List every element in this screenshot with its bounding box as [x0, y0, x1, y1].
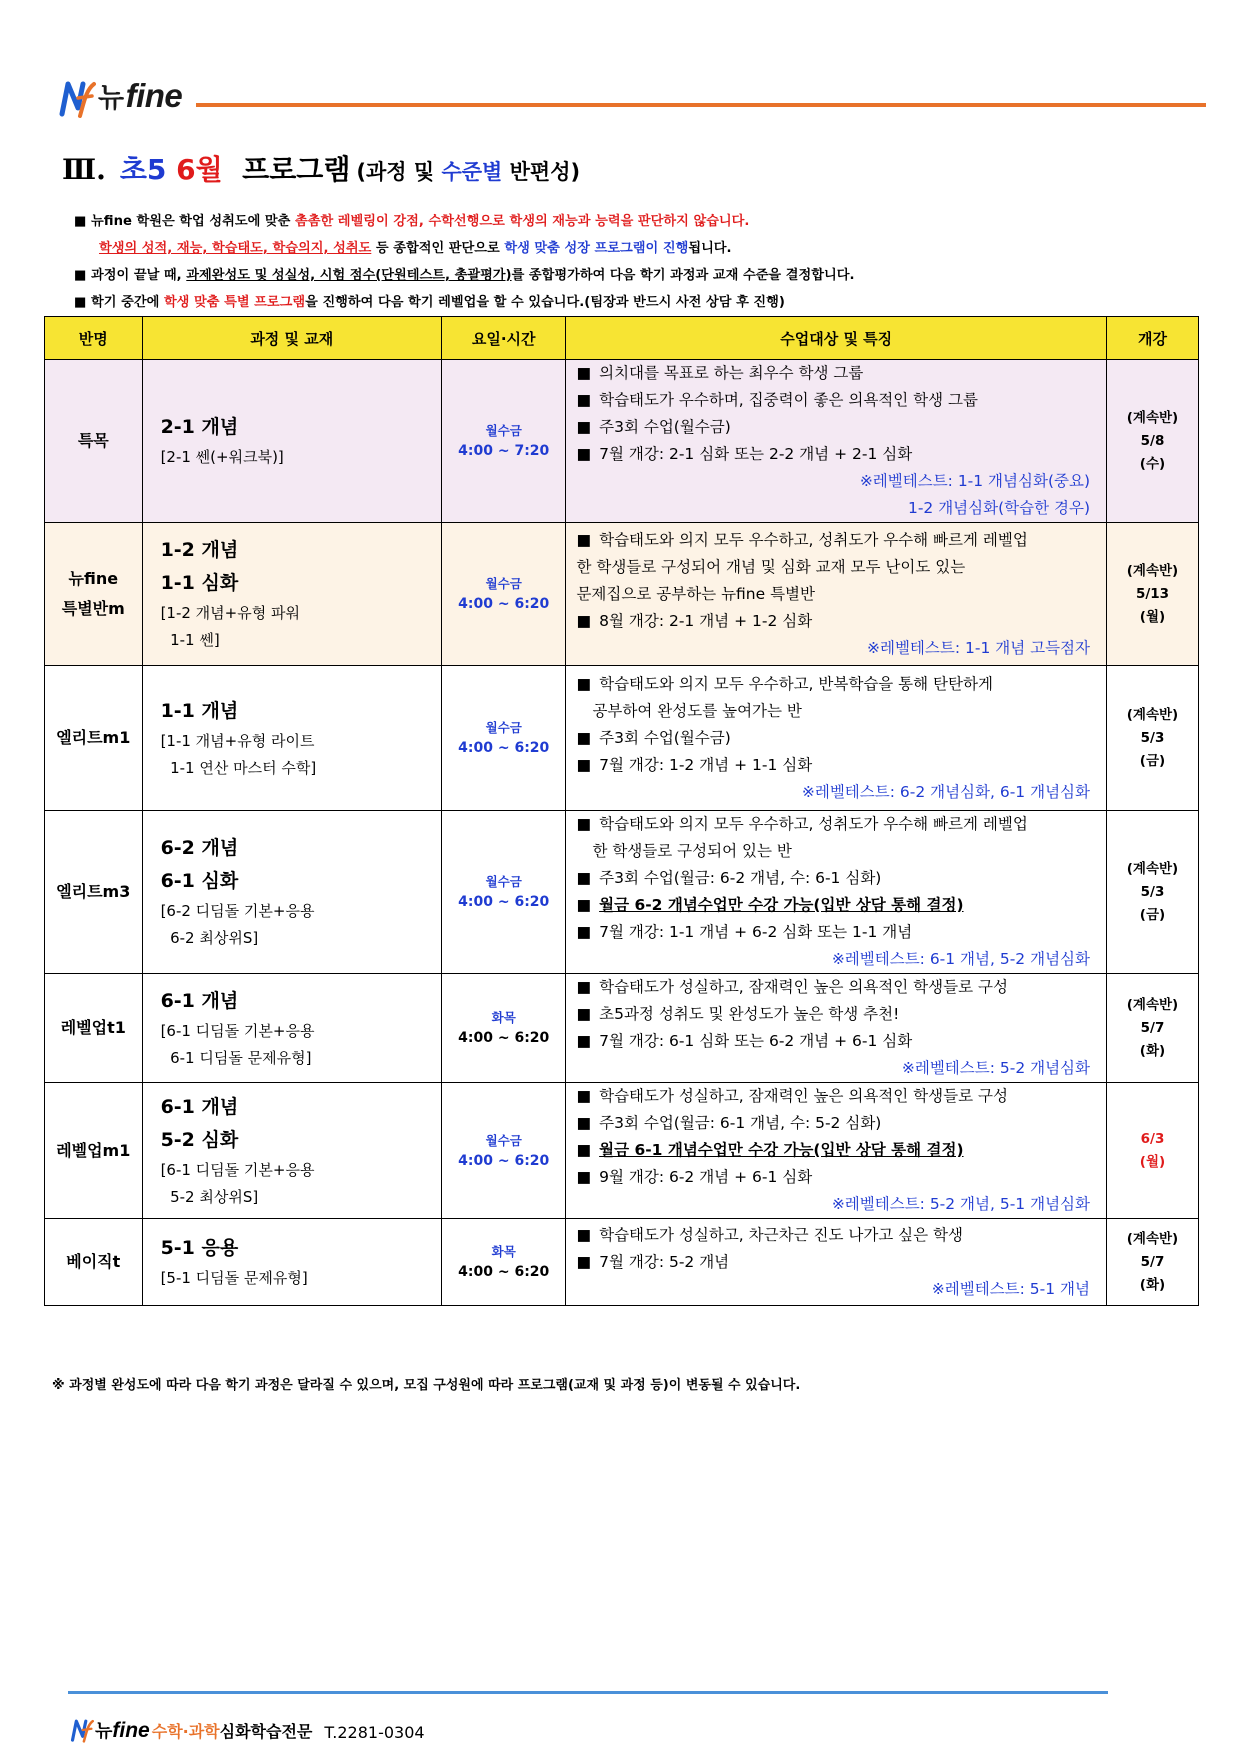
table-row [45, 360, 1199, 523]
feature-text: 학습태도가 우수하며, 집중력이 좋은 의욕적인 학생 그룹 [599, 391, 978, 409]
class-time: 4:00 ~ 7:20 [458, 443, 550, 459]
bullet-icon: ■ [576, 815, 592, 833]
textbook: 6-2 최상위S] [160, 929, 259, 947]
open-date-line: (계속반) [1126, 409, 1179, 426]
open-date-line: (계속반) [1126, 562, 1179, 579]
feature-item [576, 838, 1090, 865]
cell-features [566, 666, 1107, 811]
note-line: ■ 과정이 끝날 때, 과제완성도 및 성실성, 시험 점수(단원테스트, 총괄평가)를 종합평가하여 다음 학기 과정과 교재 수준을 결정합니다. [74, 268, 855, 283]
feature-item [576, 581, 1090, 608]
feature-item [576, 1110, 1090, 1137]
course-level: 6-1 개념 [160, 989, 239, 1012]
class-name-line: 엘리트m1 [56, 728, 131, 747]
class-name-line: 특목 [77, 431, 109, 450]
class-days: 월수금 [485, 1132, 522, 1148]
textbook: [6-1 디딤돌 기본+응용 [160, 1021, 315, 1040]
cell-schedule [441, 1219, 565, 1306]
bullet-icon: ■ [576, 755, 592, 774]
open-date-line: (화) [1139, 1042, 1166, 1059]
class-time: 4:00 ~ 6:20 [458, 1152, 550, 1169]
bullet-icon: ■ [576, 391, 592, 409]
class-days: 화목 [491, 1010, 516, 1025]
course-level: 6-1 개념 [160, 1095, 239, 1118]
class-name-line: 레벨업t1 [60, 1018, 126, 1037]
open-date-line: 5/3 [1140, 729, 1165, 746]
table-row [45, 666, 1199, 811]
footer-brand: 뉴fine [95, 1719, 150, 1742]
feature-text: 학습태도가 성실하고, 잠재력인 높은 의욕적인 학생들로 구성 [599, 1087, 1008, 1105]
feature-text: 의치대를 목표로 하는 최우수 학생 그룹 [599, 364, 864, 382]
cell-schedule [441, 974, 565, 1083]
level-test-note: ※레벨테스트: 5-1 개념 [931, 1279, 1090, 1298]
level-test-note: ※레벨테스트: 6-1 개념, 5-2 개념심화 [831, 950, 1090, 968]
course-level: 1-1 개념 [160, 699, 239, 722]
textbook: [6-1 디딤돌 기본+응용 [160, 1160, 315, 1179]
feature-text: 학습태도가 성실하고, 차근차근 진도 나가고 싶은 학생 [599, 1225, 964, 1244]
class-name-line: 뉴fine [68, 569, 119, 588]
notes-section [74, 208, 854, 316]
feature-item [576, 387, 1090, 414]
open-date-line: (금) [1139, 906, 1166, 923]
feature-item [576, 1222, 1090, 1249]
cell-class-name [45, 1083, 143, 1219]
bullet-icon: ■ [576, 530, 592, 549]
open-date-line: 5/7 [1140, 1253, 1165, 1270]
program-table [44, 316, 1199, 1306]
cell-schedule [441, 360, 565, 523]
cell-course [142, 666, 441, 811]
bullet-icon: ■ [576, 674, 592, 693]
class-time: 4:00 ~ 6:20 [458, 740, 550, 756]
footnote: ※ 과정별 완성도에 따라 다음 학기 과정은 달라질 수 있으며, 모집 구성원에 따라 프로그램(교재 및 과정 등)이 변동될 수 있습니다. [52, 1378, 801, 1393]
bullet-icon: ■ [576, 418, 592, 436]
feature-item [576, 608, 1090, 635]
level-test-note: 1-2 개념심화(학습한 경우) [907, 499, 1090, 517]
header-divider [196, 103, 1206, 107]
page-title: Ⅲ. 초5 6월 프로그램 (과정 및 수준별 반편성) [62, 153, 581, 186]
feature-item [576, 1028, 1090, 1055]
nf-logo-icon [58, 78, 96, 118]
open-date-line: 6/3 [1140, 1130, 1165, 1147]
table-row [45, 974, 1199, 1083]
feature-text: 월금 6-1 개념수업만 수강 가능(입반 상담 통해 결정) [599, 1141, 964, 1159]
feature-text: 학습태도가 성실하고, 잠재력인 높은 의욕적인 학생들로 구성 [599, 978, 1008, 996]
feature-text: 7월 개강: 6-1 심화 또는 6-2 개념 + 6-1 심화 [599, 1032, 913, 1050]
feature-text: 주3회 수업(월수금) [599, 728, 731, 747]
cell-features [566, 974, 1107, 1083]
class-days: 월수금 [485, 720, 522, 735]
feature-text: 학습태도와 의지 모두 우수하고, 성취도가 우수해 빠르게 레벨업 [599, 815, 1028, 833]
cell-course [142, 1083, 441, 1219]
feature-text: 월금 6-2 개념수업만 수강 가능(입반 상담 통해 결정) [599, 896, 964, 914]
feature-item [576, 725, 1090, 752]
feature-item [576, 1083, 1090, 1110]
feature-item [576, 1001, 1090, 1028]
textbook: [5-1 디딤돌 문제유형] [160, 1269, 308, 1287]
bullet-icon: ■ [576, 611, 592, 630]
cell-features [566, 1083, 1107, 1219]
feature-text: 7월 개강: 5-2 개념 [599, 1252, 730, 1271]
feature-text: 공부하여 완성도를 높여가는 반 [592, 701, 802, 720]
course-level: 6-1 심화 [160, 870, 239, 892]
feature-item [576, 1164, 1090, 1191]
cell-class-name [45, 360, 143, 523]
feature-item [576, 919, 1090, 946]
bullet-icon: ■ [576, 1087, 592, 1105]
feature-text: 한 학생들로 구성되어 개념 및 심화 교재 모두 난이도 있는 [576, 557, 966, 576]
level-test-note: ※레벨테스트: 1-1 개념 고득점자 [866, 638, 1090, 657]
logo-wordmark: 뉴fine [98, 77, 183, 114]
class-days: 월수금 [485, 423, 522, 438]
cell-class-name [45, 1219, 143, 1306]
feature-text: 9월 개강: 6-2 개념 + 6-1 심화 [599, 1168, 813, 1186]
cell-features [566, 360, 1107, 523]
brand-logo [58, 78, 182, 118]
note-line: ■ 뉴fine 학원은 학업 성취도에 맞춘 촘촘한 레벨링이 강점, 수학선행으로 학생의 재능과 능력을 판단하지 않습니다. [74, 214, 750, 229]
textbook: 5-2 최상위S] [160, 1187, 259, 1206]
cell-features [566, 523, 1107, 666]
bullet-icon: ■ [576, 869, 592, 887]
cell-class-name [45, 666, 143, 811]
table-row [45, 811, 1199, 974]
bullet-icon: ■ [576, 364, 592, 382]
course-level: 6-2 개념 [160, 837, 239, 859]
textbook: [2-1 쎈(+워크북)] [160, 448, 284, 466]
bullet-icon: ■ [576, 896, 592, 914]
cell-open-date [1107, 974, 1199, 1083]
bullet-icon: ■ [576, 445, 592, 463]
feature-item [576, 1137, 1090, 1164]
table-header-row [45, 317, 1199, 360]
class-name-line: 엘리트m3 [56, 882, 131, 901]
feature-text: 학습태도와 의지 모두 우수하고, 성취도가 우수해 빠르게 레벨업 [599, 530, 1028, 549]
open-date-line: 5/8 [1140, 432, 1165, 449]
course-level: 2-1 개념 [160, 416, 239, 438]
class-time: 4:00 ~ 6:20 [458, 1030, 550, 1046]
cell-class-name [45, 811, 143, 974]
open-date-line: (월) [1139, 1153, 1166, 1170]
cell-open-date [1107, 666, 1199, 811]
feature-text: 주3회 수업(월수금) [599, 418, 731, 436]
cell-open-date [1107, 360, 1199, 523]
header-course: 과정 및 교재 [142, 317, 441, 360]
level-test-note: ※레벨테스트: 1-1 개념심화(중요) [859, 472, 1090, 490]
bullet-icon: ■ [576, 1252, 592, 1271]
cell-course [142, 811, 441, 974]
class-time: 4:00 ~ 6:20 [458, 1264, 550, 1280]
class-days: 월수금 [485, 576, 522, 591]
open-date-line: (월) [1139, 608, 1166, 625]
feature-item [576, 554, 1090, 581]
feature-text: 초5과정 성취도 및 완성도가 높은 학생 추천! [599, 1005, 900, 1023]
open-date-line: (계속반) [1126, 706, 1179, 723]
note-line: 학생의 성적, 재능, 학습태도, 학습의지, 성취도 등 종합적인 판단으로 학생 맞춤 성장 프로그램이 진행됩니다. [99, 241, 732, 256]
cell-schedule [441, 666, 565, 811]
bullet-icon: ■ [576, 1005, 592, 1023]
cell-class-name [45, 974, 143, 1083]
feature-text: 문제집으로 공부하는 뉴fine 특별반 [576, 584, 816, 603]
cell-open-date [1107, 1083, 1199, 1219]
footer [70, 1717, 425, 1743]
feature-text: 학습태도와 의지 모두 우수하고, 반복학습을 통해 탄탄하게 [599, 674, 993, 693]
open-date-line: 5/13 [1135, 585, 1170, 602]
feature-text: 8월 개강: 2-1 개념 + 1-2 심화 [599, 611, 813, 630]
feature-item [576, 360, 1090, 387]
feature-item [576, 698, 1090, 725]
class-name-line: 레벨업m1 [56, 1140, 131, 1160]
note-line: ■ 학기 중간에 학생 맞춤 특별 프로그램을 진행하여 다음 학기 레벨업을 할 수 있습니다.(팀장과 반드시 사전 상담 후 진행) [74, 295, 785, 310]
feature-text: 주3회 수업(월금: 6-2 개념, 수: 6-1 심화) [599, 869, 882, 887]
level-test-note: ※레벨테스트: 5-2 개념심화 [901, 1059, 1090, 1077]
title-subtitle: (과정 및 수준별 반편성) [356, 160, 581, 184]
feature-text: 7월 개강: 2-1 심화 또는 2-2 개념 + 2-1 심화 [599, 445, 913, 463]
feature-text: 7월 개강: 1-2 개념 + 1-1 심화 [599, 755, 813, 774]
cell-open-date [1107, 811, 1199, 974]
bullet-icon: ■ [576, 728, 592, 747]
bullet-icon: ■ [576, 1114, 592, 1132]
cell-course [142, 1219, 441, 1306]
cell-course [142, 523, 441, 666]
table-row [45, 1083, 1199, 1219]
textbook: 6-1 디딤돌 문제유형] [160, 1048, 312, 1067]
bullet-icon: ■ [576, 1032, 592, 1050]
feature-text: 주3회 수업(월금: 6-1 개념, 수: 5-2 심화) [599, 1114, 882, 1132]
course-level: 1-2 개념 [160, 539, 239, 561]
feature-item [576, 1249, 1090, 1276]
course-level: 5-1 응용 [160, 1237, 239, 1259]
feature-text: 7월 개강: 1-1 개념 + 6-2 심화 또는 1-1 개념 [599, 923, 913, 941]
feature-item [576, 527, 1090, 554]
cell-schedule [441, 1083, 565, 1219]
cell-schedule [441, 523, 565, 666]
bullet-icon: ■ [576, 1168, 592, 1186]
cell-course [142, 360, 441, 523]
level-test-note: ※레벨테스트: 6-2 개념심화, 6-1 개념심화 [801, 782, 1090, 801]
textbook: [6-2 디딤돌 기본+응용 [160, 902, 315, 920]
textbook: [1-2 개념+유형 파워 [160, 604, 300, 622]
table-row [45, 523, 1199, 666]
bullet-icon: ■ [576, 1141, 592, 1159]
class-name-line: 베이직t [66, 1252, 121, 1271]
course-level: 1-1 심화 [160, 572, 239, 594]
feature-item [576, 414, 1090, 441]
table-row [45, 1219, 1199, 1306]
bullet-icon: ■ [576, 923, 592, 941]
open-date-line: (계속반) [1126, 996, 1179, 1013]
open-date-line: 5/3 [1140, 883, 1165, 900]
course-level: 5-2 심화 [160, 1128, 239, 1151]
open-date-line: (화) [1139, 1276, 1166, 1293]
bullet-icon: ■ [576, 978, 592, 996]
cell-features [566, 1219, 1107, 1306]
feature-item [576, 892, 1090, 919]
textbook: [1-1 개념+유형 라이트 [160, 731, 315, 750]
level-test-note: ※레벨테스트: 5-2 개념, 5-1 개념심화 [831, 1195, 1090, 1213]
footer-divider [68, 1691, 1108, 1694]
feature-text: 한 학생들로 구성되어 있는 반 [592, 842, 792, 860]
feature-item [576, 811, 1090, 838]
textbook: 1-1 쎈] [160, 631, 220, 649]
cell-features [566, 811, 1107, 974]
cell-course [142, 974, 441, 1083]
feature-item [576, 441, 1090, 468]
footer-tagline: 수학·과학심화학습전문 [151, 1722, 313, 1741]
open-date-line: (수) [1139, 455, 1166, 472]
open-date-line: 5/7 [1140, 1019, 1165, 1036]
feature-item [576, 752, 1090, 779]
cell-class-name [45, 523, 143, 666]
header-open-date: 개강 [1107, 317, 1199, 360]
cell-open-date [1107, 1219, 1199, 1306]
cell-schedule [441, 811, 565, 974]
nf-logo-icon [70, 1717, 94, 1743]
open-date-line: (계속반) [1126, 1230, 1179, 1247]
class-name-line: 특별반m [61, 599, 125, 618]
footer-phone: T.2281-0304 [324, 1723, 425, 1742]
bullet-icon: ■ [576, 1225, 592, 1244]
cell-open-date [1107, 523, 1199, 666]
header-schedule: 요일·시간 [441, 317, 565, 360]
header-class-name: 반명 [45, 317, 143, 360]
feature-item [576, 974, 1090, 1001]
class-time: 4:00 ~ 6:20 [458, 596, 550, 612]
open-date-line: (계속반) [1126, 860, 1179, 877]
header-features: 수업대상 및 특징 [566, 317, 1107, 360]
class-days: 화목 [491, 1244, 516, 1259]
class-days: 월수금 [485, 874, 522, 889]
textbook: 1-1 연산 마스터 수학] [160, 758, 317, 777]
feature-item [576, 671, 1090, 698]
open-date-line: (금) [1139, 752, 1166, 769]
feature-item [576, 865, 1090, 892]
class-time: 4:00 ~ 6:20 [458, 894, 550, 910]
